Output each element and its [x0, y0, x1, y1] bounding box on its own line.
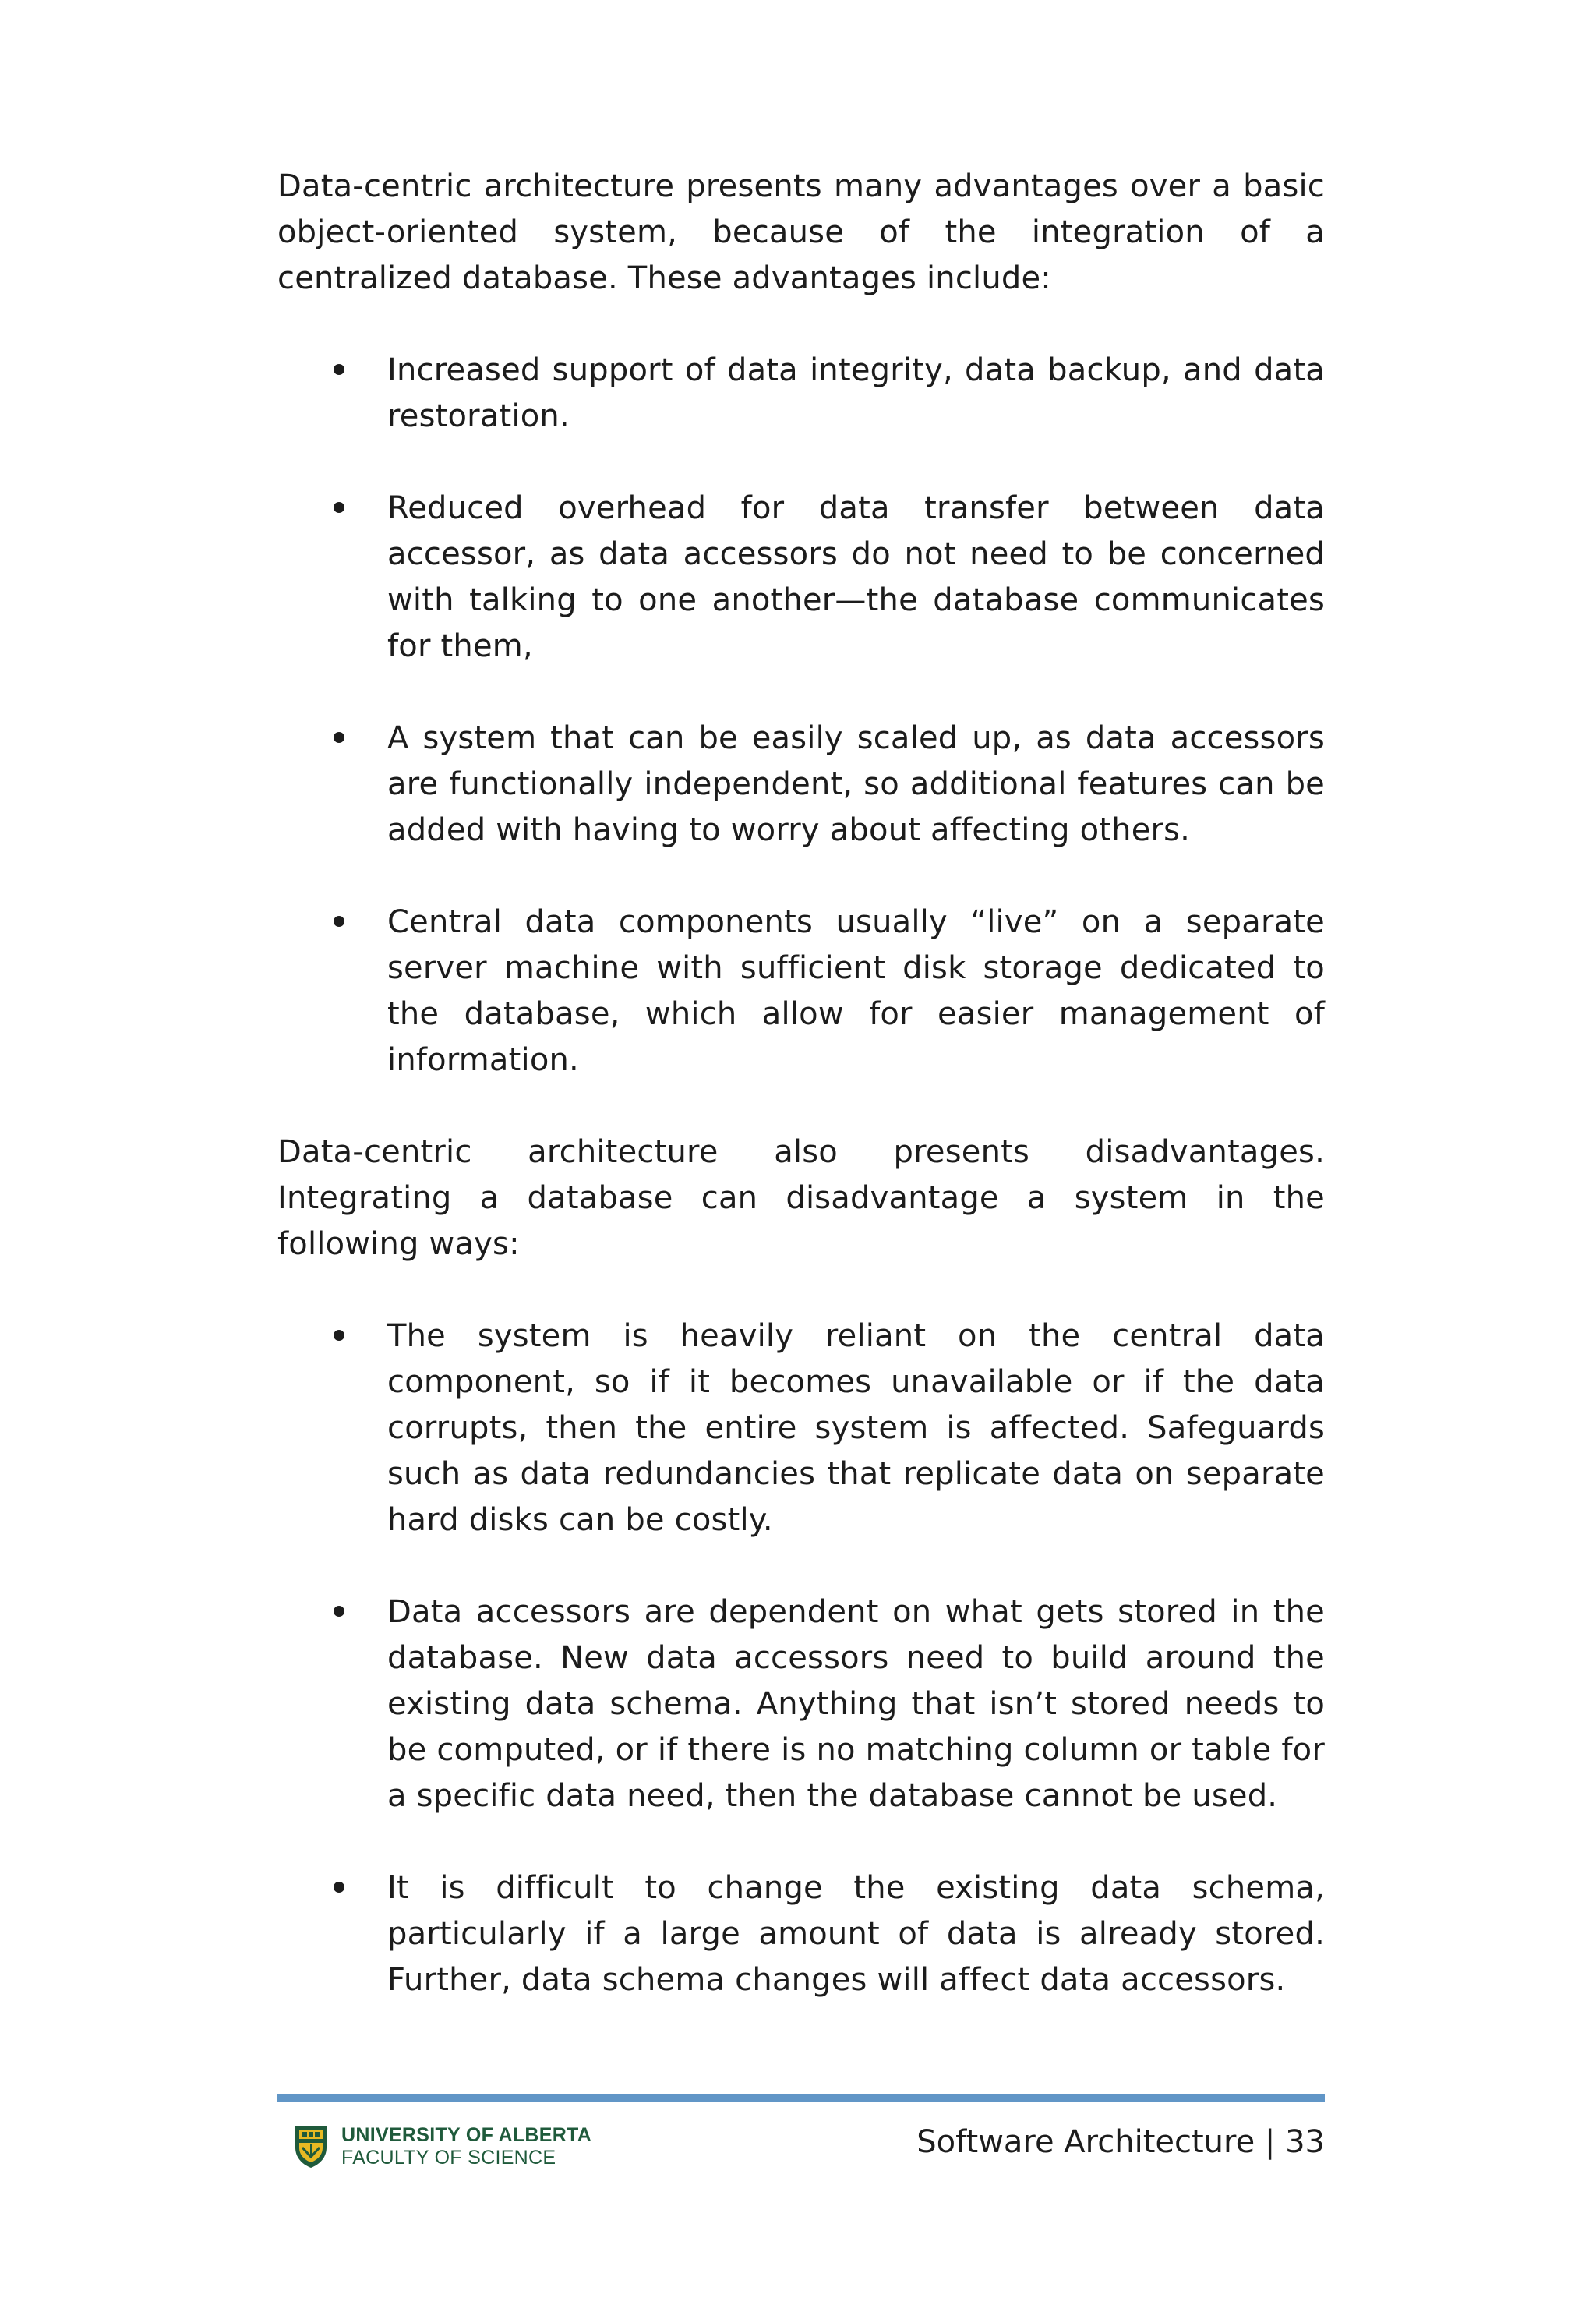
disadvantages-paragraph: Data-centric architecture also presents disadvantages. Integrating a database can disadvantage a system in the following ways:	[277, 1134, 1325, 1262]
advantages-list	[277, 348, 1325, 1084]
list-item-text: Data accessors are dependent on what gets stored in the database. New data accessors need to build around the existing data schema. Anything that isn’t stored needs to be computed, or if there is no matching column or table for a specific data need, then the database cannot be used.	[387, 1594, 1325, 1814]
list-item	[277, 1313, 1325, 1543]
list-item	[277, 716, 1325, 854]
logo-wordmark	[341, 2124, 591, 2169]
footer-divider	[277, 2094, 1325, 2102]
university-shield-icon	[293, 2124, 329, 2169]
bullet-icon	[334, 502, 344, 513]
list-item-text: The system is heavily reliant on the central data component, so if it becomes unavailable or if the data corrupts, then the entire system is affected. Safeguards such as data redundancies that replicate data on separate hard disks can be costly.	[387, 1318, 1325, 1538]
bullet-icon	[334, 1882, 344, 1893]
list-item-text: Increased support of data integrity, data backup, and data restoration.	[387, 352, 1325, 434]
intro-paragraph: Data-centric architecture presents many advantages over a basic object-oriented system, because of the integration of a centralized database. These advantages include:	[277, 168, 1325, 296]
bullet-icon	[334, 1330, 344, 1341]
list-item	[277, 348, 1325, 440]
list-item	[277, 1589, 1325, 1819]
page-body	[277, 164, 1325, 2049]
bullet-icon	[334, 364, 344, 375]
footer-page-label: Software Architecture | 33	[916, 2124, 1325, 2160]
list-item	[277, 900, 1325, 1084]
disadvantages-list	[277, 1313, 1325, 2003]
list-item	[277, 486, 1325, 670]
bullet-icon	[334, 732, 344, 743]
logo-faculty-name: FACULTY OF SCIENCE	[341, 2147, 556, 2169]
logo-university-name: UNIVERSITY OF ALBERTA	[341, 2124, 592, 2146]
list-item-text: Central data components usually “live” on a separate server machine with sufficient disk storage dedicated to the database, which allow for easier management of information.	[387, 904, 1325, 1078]
university-logo	[293, 2123, 591, 2170]
list-item-text: A system that can be easily scaled up, as data accessors are functionally independent, so additional features can be added with having to worry about affecting others.	[387, 720, 1325, 848]
list-item-text: It is difficult to change the existing data schema, particularly if a large amount of data is already stored. Further, data schema changes will affect data accessors.	[387, 1870, 1325, 1998]
bullet-icon	[334, 916, 344, 927]
list-item-text: Reduced overhead for data transfer between data accessor, as data accessors do not need to be concerned with talking to one another—the database communicates for them,	[387, 490, 1325, 664]
bullet-icon	[334, 1606, 344, 1617]
list-item	[277, 1865, 1325, 2003]
